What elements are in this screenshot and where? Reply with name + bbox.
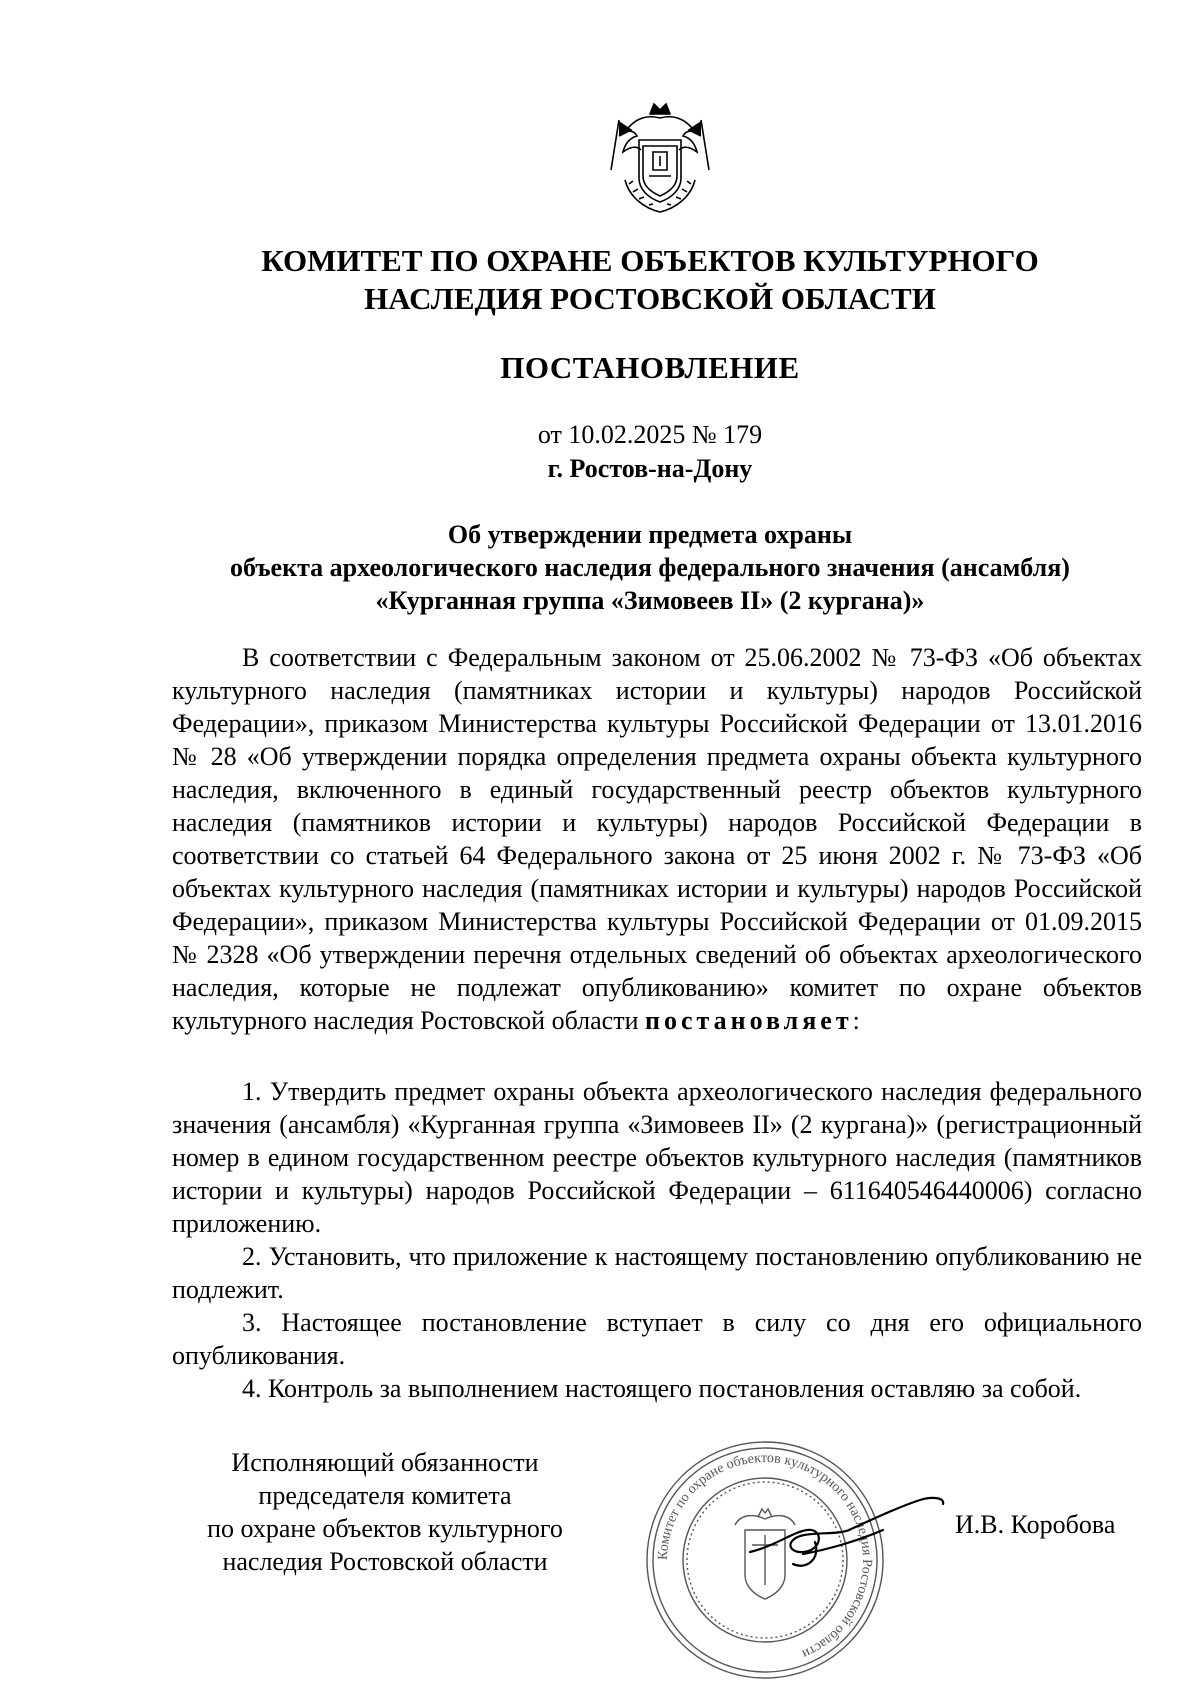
seal-text: Комитет по охране объектов культурного наследия Ростовской области xyxy=(655,1450,875,1662)
resolution-item-3: 3. Настоящее постановление вступает в силу со дня его официального опубликования. xyxy=(172,1308,1142,1370)
resolution-item-4: 4. Контроль за выполнением настоящего постановления оставляю за собой. xyxy=(242,1374,1082,1403)
signatory-position xyxy=(160,1446,610,1578)
document-date-number: от 10.02.2025 № 179 xyxy=(537,420,763,449)
document-subject xyxy=(160,518,1140,617)
preamble-colon: : xyxy=(852,1006,860,1035)
preamble-paragraph xyxy=(172,641,1142,1037)
handwritten-signature xyxy=(745,1490,950,1580)
org-name-line-1: КОМИТЕТ ПО ОХРАНЕ ОБЪЕКТОВ КУЛЬТУРНОГО xyxy=(261,243,1039,278)
position-line-2: председателя комитета xyxy=(258,1481,512,1510)
document-city: г. Ростов-на-Дону xyxy=(547,454,753,483)
position-line-3: по охране объектов культурного xyxy=(207,1514,563,1543)
document-type: ПОСТАНОВЛЕНИЕ xyxy=(500,350,800,385)
resolves-word: постановляет xyxy=(645,1006,853,1035)
position-line-1: Исполняющий обязанности xyxy=(231,1448,539,1477)
org-name-line-2: НАСЛЕДИЯ РОСТОВСКОЙ ОБЛАСТИ xyxy=(364,281,936,316)
resolution-item-1: 1. Утвердить предмет охраны объекта археологического наследия федерального значения (ансамбля) «Курганная группа «Зимовеев II» (2 кургана)» (регистрационный номер в едином государственном реестре объектов культурного наследия (памятников истории и культуры) народов Российской Федерации – 611640546440006) согласно приложению. xyxy=(172,1077,1142,1238)
resolution-item-2: 2. Установить, что приложение к настоящему постановлению опубликованию не подлежит. xyxy=(172,1242,1142,1304)
subject-line-2: объекта археологического наследия федерального значения (ансамбля) xyxy=(230,553,1070,582)
subject-line-3: «Курганная группа «Зимовеев II» (2 кургана)» xyxy=(375,586,925,615)
resolution-items xyxy=(172,1075,1142,1405)
signer-name: И.В. Коробова xyxy=(955,1510,1116,1539)
preamble-text: В соответствии с Федеральным законом от 25.06.2002 № 73-ФЗ «Об объектах культурного наследия (памятниках истории и культуры) народов Российской Федерации», приказом Министерства культуры Российской Федерации от 13.01.2016 № 28 «Об утверждении порядка определения предмета охраны объекта культурного наследия, включенного в единый государственный реестр объектов культурного наследия (памятников истории и культуры) народов Российской Федерации в соответствии со статьей 64 Федерального закона от 25 июня 2002 г. № 73-ФЗ «Об объектах культурного наследия (памятниках истории и культуры) народов Российской Федерации», приказом Министерства культуры Российской Федерации от 01.09.2015 № 2328 «Об утверждении перечня отдельных сведений об объектах археологического наследия, которые не подлежат опубликованию» комитет по охране объектов культурного наследия Ростовской области xyxy=(172,643,1142,1035)
coat-of-arms-icon xyxy=(605,100,715,218)
position-line-4: наследия Ростовской области xyxy=(222,1547,548,1576)
subject-line-1: Об утверждении предмета охраны xyxy=(447,520,853,549)
preamble xyxy=(172,641,1142,1037)
